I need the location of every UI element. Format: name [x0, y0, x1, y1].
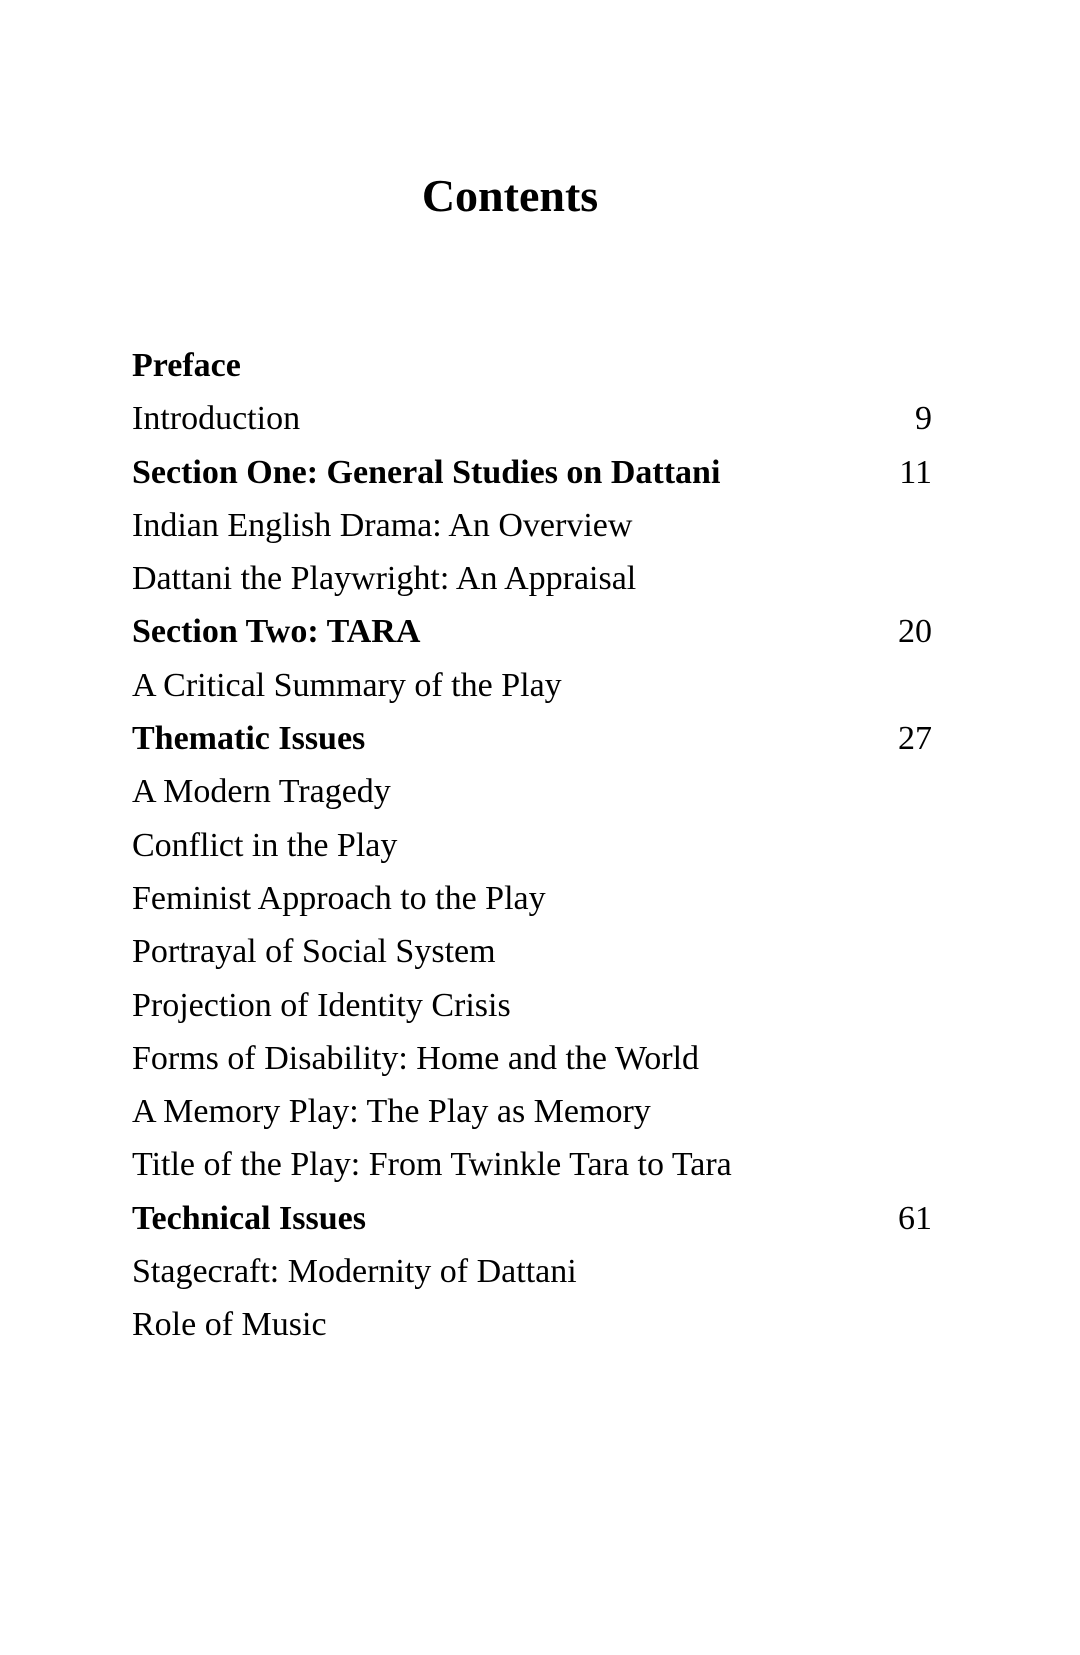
toc-entry-label: Thematic Issues	[132, 720, 366, 758]
toc-entry-label: Role of Music	[132, 1306, 327, 1344]
toc-entry-label: A Critical Summary of the Play	[132, 666, 562, 704]
toc-entry-label: Section Two: TARA	[132, 613, 421, 651]
toc-entry-label: Indian English Drama: An Overview	[132, 506, 633, 544]
toc-entry	[132, 1032, 932, 1085]
toc-entry	[132, 1138, 932, 1191]
toc-entry	[132, 979, 932, 1032]
toc-entry	[132, 1085, 932, 1138]
toc-entry	[132, 1192, 932, 1245]
toc-entry-label: Section One: General Studies on Dattani	[132, 453, 721, 491]
toc-entry	[132, 819, 932, 872]
toc-entry-page: 61	[898, 1199, 932, 1237]
toc-entry	[132, 1245, 932, 1298]
toc-entry	[132, 446, 932, 499]
toc-entry-label: Preface	[132, 347, 241, 384]
toc-entry	[132, 392, 932, 445]
toc-entry	[132, 499, 932, 552]
toc-entry-label: Forms of Disability: Home and the World	[132, 1039, 700, 1077]
toc-entry-label: Introduction	[132, 400, 301, 438]
toc-entry	[132, 659, 932, 712]
toc-entry	[132, 925, 932, 978]
toc-entry-label: Dattani the Playwright: An Appraisal	[132, 560, 637, 598]
toc-entry	[132, 1298, 932, 1351]
table-of-contents	[132, 339, 932, 1352]
toc-entry	[132, 339, 932, 392]
toc-entry	[132, 605, 932, 658]
toc-entry-page: 27	[898, 720, 932, 758]
toc-entry-label: Conflict in the Play	[132, 826, 398, 864]
toc-entry-label: Title of the Play: From Twinkle Tara to Tara	[132, 1146, 732, 1184]
toc-entry-label: Feminist Approach to the Play	[132, 879, 546, 917]
toc-entry-label: Stagecraft: Modernity of Dattani	[132, 1253, 577, 1291]
toc-entry-label: Projection of Identity Crisis	[132, 986, 511, 1024]
toc-entry-label: Technical Issues	[132, 1199, 366, 1237]
toc-entry	[132, 872, 932, 925]
toc-entry-label: A Modern Tragedy	[132, 773, 391, 811]
toc-entry-label: Portrayal of Social System	[132, 933, 496, 971]
toc-entry-page: 9	[915, 400, 932, 438]
toc-entry	[132, 765, 932, 818]
toc-entry	[132, 712, 932, 765]
page-title: Contents	[421, 170, 599, 221]
toc-entry-page: 11	[899, 453, 932, 491]
toc-entry-label: A Memory Play: The Play as Memory	[132, 1093, 651, 1131]
toc-entry-page: 20	[898, 613, 932, 651]
toc-entry	[132, 552, 932, 605]
